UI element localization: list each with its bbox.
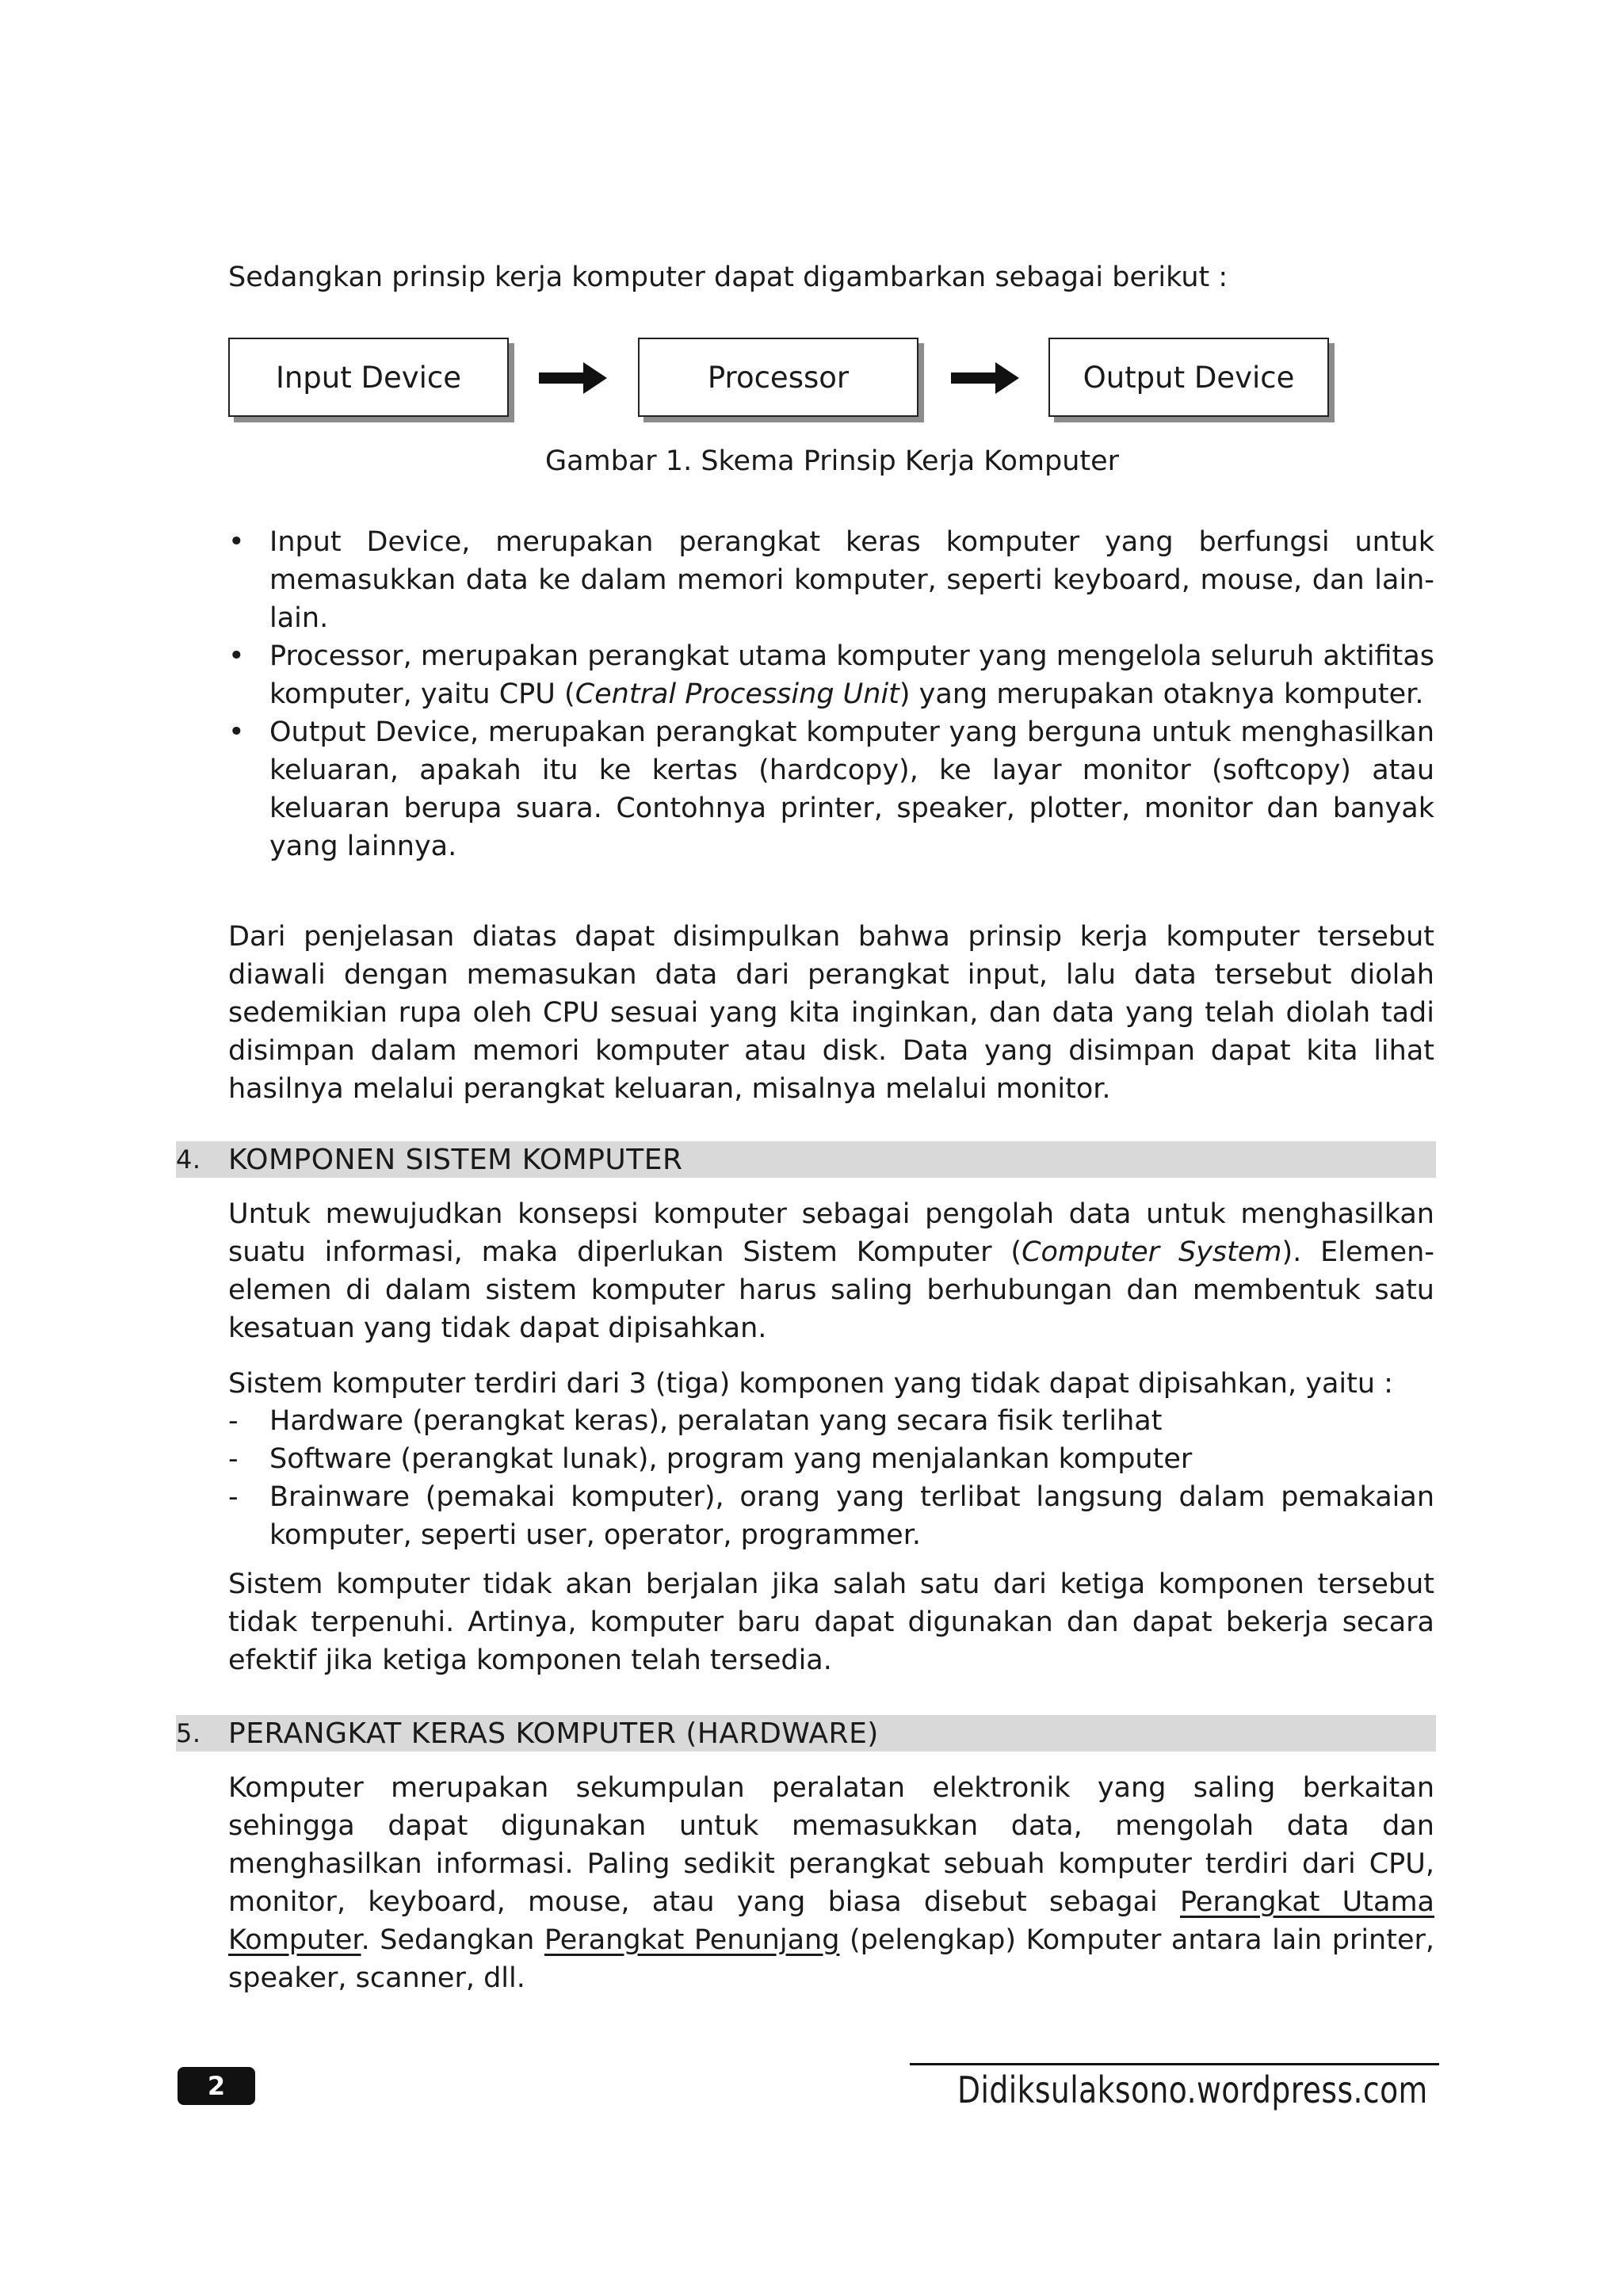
- arrow-right-icon: [539, 361, 607, 395]
- input-device-box: Input Device: [228, 338, 509, 417]
- section-title: PERANGKAT KERAS KOMPUTER (HARDWARE): [228, 1717, 879, 1750]
- footer-divider: [910, 2063, 1439, 2065]
- link-perangkat-penunjang: Perangkat Penunjang: [544, 1924, 840, 1956]
- summary-paragraph: Dari penjelasan diatas dapat disimpulkan bahwa prinsip kerja komputer tersebut diawali dengan memasukan data dari perangkat input, lalu data tersebut diolah sedemikian rupa oleh CPU sesuai yang kita inginkan, dan data yang telah diolah tadi disimpan dalam memori komputer atau disk. Data yang disimpan dapat kita lihat hasilnya melalui perangkat keluaran, misalnya melalui monitor.: [228, 921, 1434, 1105]
- figure-caption: Gambar 1. Skema Prinsip Kerja Komputer: [544, 445, 1120, 477]
- section-title: KOMPONEN SISTEM KOMPUTER: [228, 1143, 683, 1176]
- list-item: - Hardware (perangkat keras), peralatan yang secara fisik terlihat: [228, 1405, 1163, 1437]
- component-list: [228, 1402, 1434, 1554]
- bullet-marker: •: [228, 716, 245, 748]
- section5-paragraph-1: Komputer merupakan sekumpulan peralatan elektronik yang saling berkaitan sehingga dapat digunakan untuk memasukkan data, mengolah data dan menghasilkan informasi. Paling sedikit perangkat sebuah komputer terdiri dari CPU, monitor, keyboard, mouse, atau yang biasa disebut sebagai Perangkat Utama Komputer. Sedangkan Perangkat Penunjang (pelengkap) Komputer antara lain printer, speaker, scanner, dll.: [228, 1772, 1435, 1994]
- section-number: 4.: [176, 1144, 201, 1175]
- section4-paragraph-2: Sistem komputer terdiri dari 3 (tiga) komponen yang tidak dapat dipisahkan, yaitu :: [228, 1368, 1393, 1400]
- section-heading-4: [176, 1141, 1436, 1178]
- bullet-marker: •: [228, 640, 245, 672]
- processor-box: Processor: [638, 338, 918, 417]
- list-item: • Output Device, merupakan perangkat komputer yang berguna untuk menghasilkan keluaran, apakah itu ke kertas (hardcopy), ke layar monitor (softcopy) atau keluaran berupa suara. Contohnya printer, speaker, plotter, monitor dan banyak yang lainnya.: [228, 713, 1434, 865]
- link-perangkat-utama: Perangkat Utama Komputer: [228, 1886, 1434, 1956]
- section-number: 5.: [176, 1718, 201, 1748]
- footer-website: Didiksulaksono.wordpress.com: [957, 2069, 1428, 2111]
- list-item: - Brainware (pemakai komputer), orang yang terlibat langsung dalam pemakaian komputer, seperti user, operator, programmer.: [228, 1481, 1434, 1551]
- arrow-right-icon: [951, 361, 1019, 395]
- output-device-box: Output Device: [1048, 338, 1329, 417]
- page-number-badge: 2: [178, 2067, 255, 2105]
- list-item: - Software (perangkat lunak), program yang menjalankan komputer: [228, 1443, 1193, 1475]
- list-item: • Input Device, merupakan perangkat keras komputer yang berfungsi untuk memasukkan data ke dalam memori komputer, seperti keyboard, mouse, dan lain-lain.: [228, 523, 1434, 637]
- bullet-list: [228, 523, 1434, 865]
- section4-paragraph-1: Untuk mewujudkan konsepsi komputer sebagai pengolah data untuk menghasilkan suatu informasi, maka diperlukan Sistem Komputer (Computer System). Elemen-elemen di dalam sistem komputer harus saling berhubungan dan membentuk satu kesatuan yang tidak dapat dipisahkan.: [228, 1198, 1434, 1344]
- bullet-marker: •: [228, 526, 245, 558]
- list-item: • Processor, merupakan perangkat utama komputer yang mengelola seluruh aktifitas komputer, yaitu CPU (Central Processing Unit) yang merupakan otaknya komputer.: [228, 637, 1434, 713]
- intro-text: Sedangkan prinsip kerja komputer dapat digambarkan sebagai berikut :: [228, 262, 1228, 293]
- section-heading-5: [176, 1715, 1436, 1752]
- section4-paragraph-3: Sistem komputer tidak akan berjalan jika salah satu dari ketiga komponen tersebut tidak terpenuhi. Artinya, komputer baru dapat digunakan dan dapat bekerja secara efektif jika ketiga komponen telah tersedia.: [228, 1568, 1434, 1676]
